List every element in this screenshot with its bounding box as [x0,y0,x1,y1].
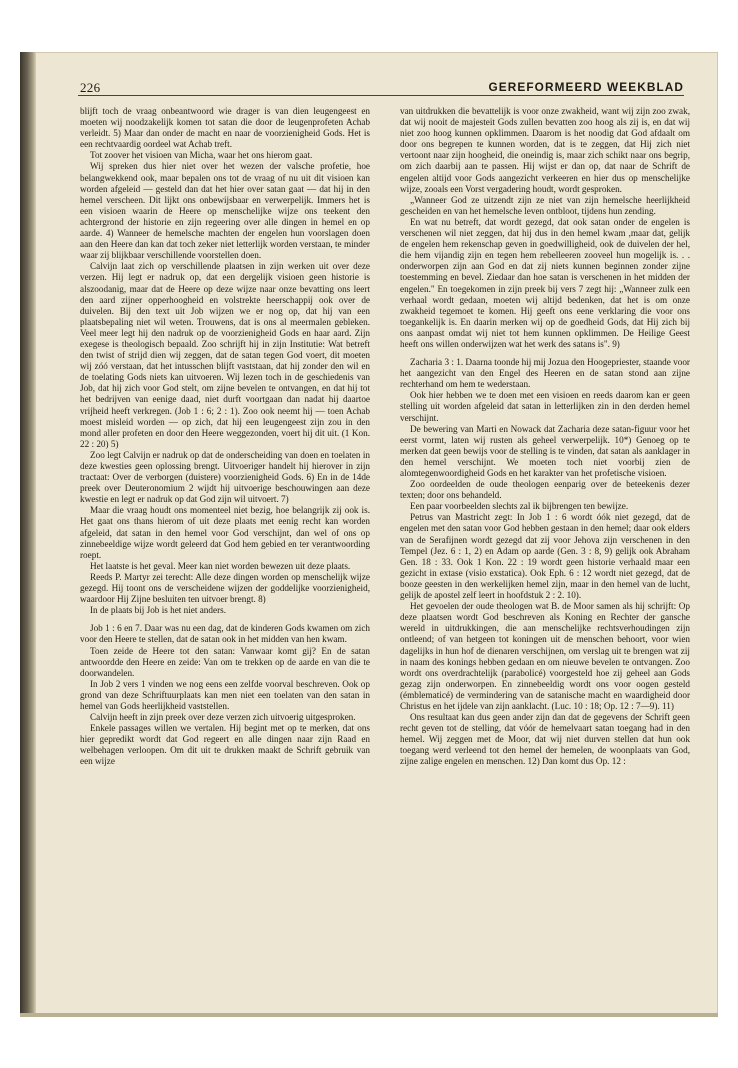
paragraph: Ook hier hebben we te doen met een visioen en reeds daarom kan er geen stelling uit worden afgeleid dat satan in letterlijken zin in den derden hemel verschijnt. [400,390,690,423]
paragraph: Een paar voorbeelden slechts zal ik bijbrengen ten bewijze. [410,501,629,512]
paragraph: van uitdrukken die bevattelijk is voor onze zwakheid, want wij zijn zoo zwak, dat wij nooit de majesteit Gods zullen bevatten zoo hoog als zij is, en dat wij niet zoo hoog kunnen opklimmen. Daarom is het noodig dat God afdaalt om door ons begrepen te kunnen worden, dat is te zeggen, dat Hij zich niet vertoont naar zijn hoogheid, die oneindig is, maar zich schikt naar ons begrip, om zich daarbij aan te passen. Hij wijst er dan op, dat naar de Schrift de engelen altijd voor Gods aangezicht verkeeren en hier dus op menschelijke wijze, zooals een Vorst vergadering houdt, wordt gesproken. [400,106,690,194]
paragraph: Het laatste is het geval. Meer kan niet worden bewezen uit deze plaats. [90,560,351,571]
paragraph: Petrus van Mastricht zegt: In Job 1 : 6 wordt óók niet gezegd, dat de engelen met den satan voor God hebben gestaan in den hemel; daar ook elders van de Serafijnen wordt gezegd dat zij voor Jehova zijn verschenen in den Tempel (Jez. 6 : 1, 2) en Adam op aarde (Gen. 3 : 8, 9) gelijk ook Abraham Gen. 18 : 33. Ook 1 Kon. 22 : 19 wordt geen historie verhaald maar een gezicht in extase (visio exstatica). Ook Eph. 6 : 12 wordt niet gezegd, dat de booze geesten in den werkelijken hemel zijn, maar in den hemel van de lucht, gelijk de apostel zelf leert in hoofdstuk 2 : 2. 10). [400,512,690,601]
paragraph: Toen zeide de Heere tot den satan: Vanwaar komt gij? En de satan antwoordde den Heere en zeide: Van om te trekken op de aarde en van die te doorwandelen. [80,645,370,678]
paragraph: Zoo oordeelden de oude theologen eenparig over de beteekenis dezer texten; door ons behandeld. [400,479,690,501]
paragraph: Maar die vraag houdt ons momenteel niet bezig, hoe belangrijk zij ook is. Het gaat ons thans hierom of uit deze plaats met eenig recht kan worden afgeleid, dat satan in den hemel voor God verschijnt, dan wel of ons op zinnebeeldige wijze wordt geleerd dat God hem gebied en ter verantwoording roept. [80,505,370,560]
scanned-page [20,52,718,1017]
paragraph: Job 1 : 6 en 7. Daar was nu een dag, dat de kinderen Gods kwamen om zich voor den Heere te stellen, dat de satan ook in het midden van hen kwam. [80,623,370,645]
paragraph: En wat nu betreft, dat wordt gezegd, dat ook satan onder de engelen is verschenen wil niet zeggen, dat hij dus in den hemel kwam ,maar dat, gelijk de engelen hem rekenschap geven in goedwilligheid, ook de duivelen der hel, die hem vijandig zijn en tegen hem rebelleeren zooveel hun mogelijk is. . . onderworpen zijn aan God en dat zij niets kunnen beginnen zonder zijne toestemming en bevel. Ziedaar dan hoe satan is verschenen in het midden der engelen." En toegekomen in zijn preek bij vers 7 zegt hij: „Wanneer zulk een verhaal wordt gedaan, moeten wij altijd bedenken, dat het is om onze zwakheid tegemoet te komen. Hij geeft ons eene verklaring die voor ons toegankelijk is. En daarin merken wij op de goedheid Gods, dat Hij zich bij ons aanpast omdat wij niet tot hem kunnen opklimmen. De Heilige Geest heeft ons willen onderwijzen wat het werk des satans is". 9) [400,216,690,349]
header-rule [78,95,684,96]
paragraph: In de plaats bij Job is het niet anders. [90,605,226,616]
paragraph: Zoo legt Calvijn er nadruk op dat de onderscheiding van doen en toelaten in deze kwesties geen oplossing brengt. Uitvoeriger handelt hij hierover in zijn tractaat: Over de verborgen (duistere) voorzienigheid Gods. 6) En in de 14de preek over Deuteronomium 2 wijdt hij uitvoerige beschouwingen aan deze kwestie en legt er nadruk op dat God zijn wil uitvoert. 7) [80,449,370,505]
page-bottom-edge [20,1013,718,1017]
paragraph: Zacharia 3 : 1. Daarna toonde hij mij Jozua den Hoogepriester, staande voor het aangezicht van den Engel des Heeren en de satan stond aan zijne rechterhand om hem te wederstaan. [400,357,690,390]
paragraph: De bewering van Marti en Nowack dat Zacharia deze satan-figuur voor het eerst vormt, laten wij rusten als geheel verwerpelijk. 10*) Genoeg op te merken dat geen bewijs voor de stelling is te vinden, dat satan als aanklager in den hemel verschijnt. We moeten toch niet voorbij zien de alomtegenwoordigheid Gods en het karakter van het profetische visioen. [400,423,690,478]
paragraph: Wij spreken dus hier niet over het wezen der valsche profetie, hoe belangwekkend ook, maar bepalen ons tot de vraag of nu uit dit visioen kan worden afgeleid — gesteld dan dat het hier over satan gaat — dat hij in den hemel verscheen. Dit lijkt ons onbewijsbaar en verwerpelijk. Immers het is een visioen waarin de Heere op menschelijke wijze ons teekent den achtergrond der historie en zijn regeering over alle dingen in hemel en op aarde. 4) Wanneer de hemelsche machten der engelen hun voorslagen doen aan den Heere dan kan dat toch zeker niet letterlijk worden verstaan, te minder waar zij blijkbaar verschillende voorstellen doen. [80,161,370,261]
paragraph: blijft toch de vraag onbeantwoord wie drager is van dien leugengeest en moeten wij noodzakelijk komen tot satan die door de leugenprofeten Achab verleidt. 5) Maar dan onder de macht en naar de voorzienigheid Gods. Het is een rechtvaardig oordeel wat Achab treft. [80,106,370,150]
page-number: 226 [80,80,101,95]
paragraph: Het gevoelen der oude theologen wat B. de Moor samen als hij schrijft: Op deze plaatsen wordt God beschreven als Koning en Rechter der gansche wereld in uitdrukkingen, die aan menschelijke rechtsverhoudingen zijn ontleend; of van hetgeen tot koningen uit de menschen behoort, voor wien dagelijks in hun hof de dienaren verschijnen, om verslag uit te brengen wat zij in naam des konings hebben gedaan en om nieuwe bevelen te ontvangen. Zoo wordt ons overdrachtelijk (parabolicé) voorgesteld hoe zij geheel aan Gods gezag zijn onderworpen. En zinnebeeldig wordt ons voor oogen gesteld (émblematicé) de vermindering van de satanische macht en waardigheid door Christus en het ijdele van zijn aanklacht. (Luc. 10 : 18; Op. 12 : 7—9). 11) [400,601,690,711]
right-text-column [400,106,690,1006]
paragraph: Enkele passages willen we vertalen. Hij begint met op te merken, dat ons hier gepredikt wordt dat God regeert en alle dingen naar zijn Raad en welbehagen verloopen. Om dit uit te drukken maakt de Schrift gebruik van een wijze [80,723,370,767]
journal-title: GEREFORMEERD WEEKBLAD [488,80,684,94]
paragraph: „Wanneer God ze uitzendt zijn ze niet van zijn hemelsche heerlijkheid gescheiden en van het hemelsche leven ontbloot, tijdens hun zending. [400,194,690,216]
paragraph: Tot zoover het visioen van Micha, waar het ons hierom gaat. [90,150,313,161]
paragraph: In Job 2 vers 1 vinden we nog eens een zelfde voorval beschreven. Ook op grond van deze Schriftuurplaats kan men niet een toelaten van den satan in hemel van Gods heerlijkheid vaststellen. [80,678,370,711]
paragraph: Ons resultaat kan dus geen ander zijn dan dat de gegevens der Schrift geen recht geven tot de stelling, dat vóór de hemelvaart satan toegang had in den hemel. Wij zeggen met de Moor, dat wij niet durven stellen dat hun ook toegang werd verleend tot den hemel der hemelen, de woonplaats van God, zijne zalige engelen en menschen. 12) Dan komt dus Op. 12 : [400,712,690,767]
paragraph: Calvijn heeft in zijn preek over deze verzen zich uitvoerig uitgesproken. [90,712,356,723]
page-binding-edge [20,52,36,1017]
left-text-column [80,106,370,1006]
paragraph: Calvijn laat zich op verschillende plaatsen in zijn werken uit over deze verzen. Hij legt er nadruk op, dat een dergelijk visioen geen historie is alszoodanig, maar dat de Heere op deze wijze naar onze bevatting ons leert den aard zijner opperhoogheid en volstrekte heerschappij ook over de duivelen. Bij den text uit Job wijzen we er nog op, dat hij van een plaatsbepaling niet wil weten. Trouwens, dat is ons al meermalen gebleken. Veel meer legt hij den nadruk op de voorzienigheid Gods en haar aard. Zijn exegese is theologisch bepaald. Zoo schrijft hij in zijn Institutie: Wat betreft den twist of strijd dien wij zeggen, dat de satan tegen God voert, dit moeten wij zóó verstaan, dat het intusschen blijft vaststaan, dat hij zonder den wil en de toelating Gods niets kan uitvoeren. Wij lezen toch in de geschiedenis van Job, dat hij zich voor God stelt, om zijne bevelen te ontvangen, en dat hij tot het bedrijven van eenige daad, niet durft voortgaan dan nadat hij daartoe vrijheid heeft verkregen. (Job 1 : 6; 2 : 1). Zoo ook neemt hij — toen Achab moest misleid worden — op zich, dat hij een leugengeest zijn zou in den mond aller profeten en door den Heere weggezonden, voert hij dit uit. (1 Kon. 22 : 20) 5) [80,261,370,449]
paragraph: Reeds P. Martyr zei terecht: Alle deze dingen worden op menschelijk wijze gezegd. Hij toont ons de verscheidene wijzen der goddelijke voorzienigheid, waardoor Hij Zijne besluiten ten uitvoer brengt. 8) [80,571,370,605]
